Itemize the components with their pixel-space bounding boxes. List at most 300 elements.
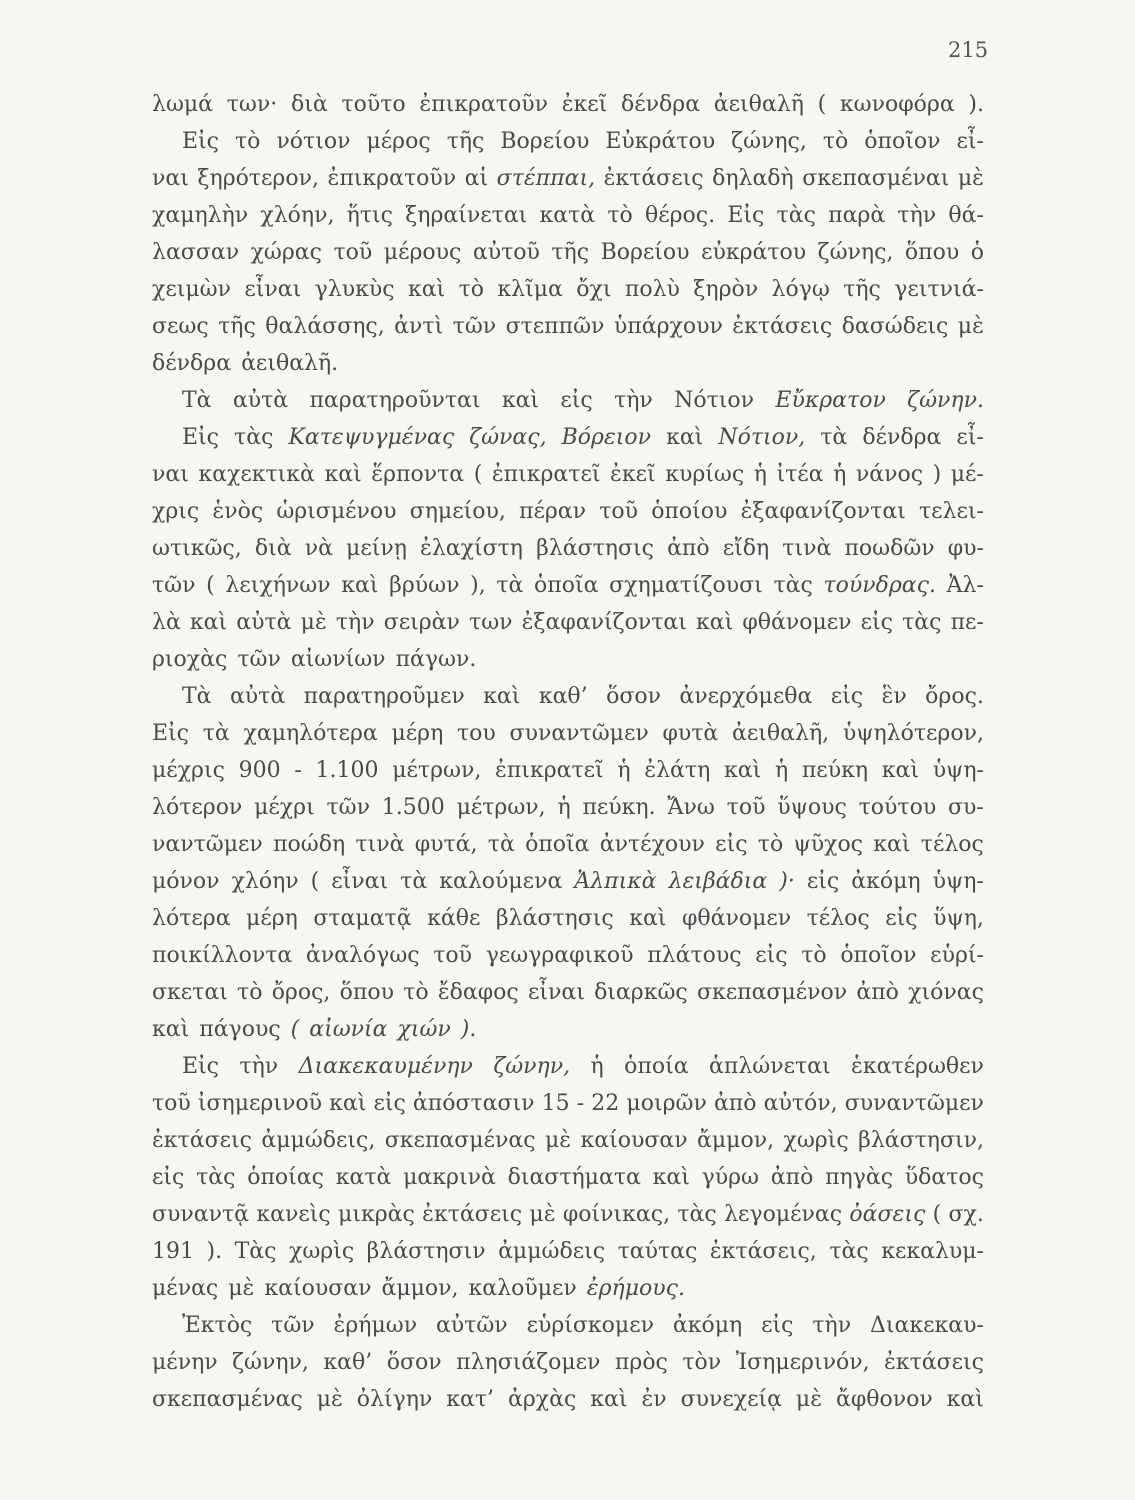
word: ἄφθονον bbox=[835, 1387, 933, 1412]
word: διὰ bbox=[290, 92, 328, 117]
word: ἀειθαλῆ. bbox=[241, 351, 339, 376]
word: Ἀλ- bbox=[946, 573, 984, 598]
word: κανεὶς bbox=[256, 1202, 331, 1227]
word: ἐξαφανίζονται bbox=[521, 610, 687, 635]
word: καὶ bbox=[695, 610, 734, 635]
word: καὶ bbox=[341, 573, 379, 598]
word: ἀναλόγως bbox=[305, 943, 420, 968]
word: ). bbox=[968, 92, 984, 117]
text-line bbox=[152, 1270, 984, 1307]
word: λεγομένας bbox=[724, 1202, 843, 1227]
word: 191 bbox=[152, 1239, 194, 1264]
word: χαμηλὴν bbox=[152, 203, 249, 228]
word: Νότιον, bbox=[718, 425, 806, 450]
text-line bbox=[152, 604, 984, 641]
word: ὁποῖα bbox=[525, 832, 590, 857]
word: Εἰς bbox=[727, 203, 765, 228]
word: ἡ bbox=[557, 795, 571, 820]
word: ἡ bbox=[590, 1054, 604, 1079]
word: ναι bbox=[152, 462, 189, 487]
text-line bbox=[152, 345, 984, 382]
word: Τὰ bbox=[182, 684, 212, 709]
word: τῶν bbox=[152, 573, 196, 598]
word: πάγους bbox=[199, 1017, 281, 1042]
word: χαμηλότερα bbox=[243, 721, 378, 746]
word: κάθε bbox=[427, 906, 481, 931]
text-line bbox=[152, 1085, 984, 1122]
word: μέχρις bbox=[152, 758, 225, 783]
word: τὰς bbox=[776, 203, 816, 228]
word: ἀμμώδεις bbox=[498, 1239, 606, 1264]
text-line bbox=[152, 197, 984, 234]
word: μόνον bbox=[152, 869, 220, 894]
word: ὕδατος bbox=[904, 1165, 984, 1190]
word: ωτικῶς, bbox=[152, 536, 242, 561]
word: 1.500 bbox=[381, 795, 445, 820]
word: εἶναι bbox=[331, 869, 389, 894]
word: ἀντὶ bbox=[394, 314, 444, 339]
word: ἁπλώνεται bbox=[709, 1054, 831, 1079]
word: τὰς bbox=[773, 573, 813, 598]
word: καὶ bbox=[666, 425, 704, 450]
word: αὐτὰ bbox=[236, 610, 292, 635]
word: καὶ bbox=[329, 1091, 367, 1116]
text-line bbox=[152, 1381, 984, 1418]
word: ἐρήμους. bbox=[586, 1276, 685, 1301]
word: 22 bbox=[591, 1091, 620, 1116]
word: συ- bbox=[948, 795, 984, 820]
text-line bbox=[152, 86, 984, 123]
word: ἀντέχουν bbox=[599, 832, 705, 857]
word: των· bbox=[226, 92, 278, 117]
word: ἀκόμη bbox=[851, 869, 921, 894]
word: καὶ bbox=[723, 758, 762, 783]
word: τὰ bbox=[202, 721, 230, 746]
word: καθ’ bbox=[323, 1350, 373, 1375]
word: Ἀλπικὰ bbox=[574, 869, 657, 894]
word: γεωγραφικοῦ bbox=[485, 943, 634, 968]
word: λωμά bbox=[152, 92, 214, 117]
word: ὀλίγην bbox=[356, 1387, 433, 1412]
word: κατὰ bbox=[335, 1165, 392, 1190]
word: ἐκτάσεις bbox=[422, 1202, 523, 1227]
word: πηγὰς bbox=[825, 1165, 894, 1190]
word: Τὰ bbox=[182, 388, 212, 413]
word: ὅπου bbox=[339, 980, 394, 1005]
word: ἥτις bbox=[346, 203, 393, 228]
word: τοῦ bbox=[333, 240, 373, 265]
word: τοῦτο bbox=[341, 92, 406, 117]
word: αἰωνίων bbox=[290, 647, 386, 672]
word: ὑψη- bbox=[932, 758, 984, 783]
word: αἰωνία bbox=[309, 1017, 388, 1042]
word: τὴν bbox=[614, 388, 653, 413]
text-line bbox=[152, 160, 984, 197]
word: χλόην bbox=[231, 869, 299, 894]
word: ), bbox=[470, 573, 486, 598]
word: τῆς bbox=[551, 240, 590, 265]
word: )· bbox=[779, 869, 795, 894]
word: αὐτόν, bbox=[763, 1091, 838, 1116]
word: ἐπικρατεῖ bbox=[491, 462, 601, 487]
word: μέρους bbox=[383, 240, 462, 265]
word: ζώνην, bbox=[232, 1350, 309, 1375]
word: ἀειθαλῆ, bbox=[732, 721, 830, 746]
word: σκεπασμένας bbox=[384, 1128, 536, 1153]
word: λότερον bbox=[152, 795, 243, 820]
word: μένην bbox=[152, 1350, 218, 1375]
word: νάνος bbox=[855, 462, 924, 487]
word: Εὔκρατον bbox=[775, 388, 886, 413]
word: ἀπὸ bbox=[770, 1165, 814, 1190]
word: μὲ bbox=[795, 1387, 823, 1412]
word: τῆς bbox=[446, 129, 485, 154]
word: καὶ bbox=[189, 610, 228, 635]
word: γλυκὺς bbox=[314, 277, 395, 302]
word: μὲ bbox=[544, 1128, 572, 1153]
word: Εὐκράτου bbox=[605, 129, 716, 154]
word: μακρινὰ bbox=[403, 1165, 496, 1190]
word: - bbox=[294, 758, 302, 783]
word: καὶ bbox=[629, 906, 667, 931]
word: ἐκεῖ bbox=[610, 462, 656, 487]
word: ἰσημερινοῦ bbox=[197, 1091, 322, 1116]
word: συναντᾷ bbox=[152, 1202, 250, 1227]
word: τὸ bbox=[822, 129, 849, 154]
word: ). bbox=[206, 1239, 223, 1264]
word: ζώνην, bbox=[493, 1054, 571, 1079]
word: τὸ bbox=[458, 277, 484, 302]
word: μὲ bbox=[529, 1202, 556, 1227]
text-line bbox=[152, 752, 984, 789]
word: τὰς bbox=[196, 1165, 236, 1190]
word: ὕψους bbox=[777, 795, 847, 820]
word: διαρκῶς bbox=[594, 980, 688, 1005]
word: ὕψη, bbox=[933, 906, 984, 931]
word: καχεκτικὰ bbox=[198, 462, 315, 487]
word: αὐτῶν bbox=[435, 1313, 508, 1338]
word: πε- bbox=[950, 610, 984, 635]
word: ἐκτάσεις bbox=[732, 314, 833, 339]
word: γύρω bbox=[701, 1165, 759, 1190]
word: εἰς bbox=[715, 832, 748, 857]
word: ναντῶμεν bbox=[152, 832, 263, 857]
text-line bbox=[152, 1196, 984, 1233]
word: παρατηροῦμεν bbox=[303, 684, 465, 709]
text-line bbox=[152, 1307, 984, 1344]
text-line bbox=[152, 308, 984, 345]
word: καὶ bbox=[881, 758, 919, 783]
word: ἐλαχίστη bbox=[420, 536, 523, 561]
word: λειβάδια bbox=[668, 869, 768, 894]
word: αὐτὰ bbox=[229, 684, 286, 709]
word: σεως bbox=[152, 314, 209, 339]
word: σκεπασμέναι bbox=[802, 166, 950, 191]
word: ἀρχὰς bbox=[507, 1387, 577, 1412]
text-line bbox=[152, 234, 984, 271]
word: ( bbox=[817, 92, 827, 117]
word: διαστήματα bbox=[507, 1165, 641, 1190]
word: τὰ bbox=[820, 425, 848, 450]
word: σειρὰν bbox=[383, 610, 460, 635]
word: Διακεκαυμένην bbox=[298, 1054, 473, 1079]
word: ριοχὰς bbox=[152, 647, 228, 672]
word: εἰς bbox=[755, 943, 788, 968]
word: ἀνερχόμεθα bbox=[679, 684, 813, 709]
word: τὰ bbox=[496, 573, 524, 598]
word: Ἐκτὸς bbox=[182, 1313, 253, 1338]
word: ξηρότερον, bbox=[197, 166, 319, 191]
word: ἐξαφανίζονται bbox=[740, 499, 906, 524]
word: καθ’ bbox=[538, 684, 588, 709]
word: ὁποία bbox=[624, 1054, 689, 1079]
word: ὄρος, bbox=[271, 980, 331, 1005]
word: Βορείου bbox=[600, 240, 690, 265]
word: ἄμμον, bbox=[697, 1128, 775, 1153]
word: του bbox=[457, 721, 496, 746]
word: ἓν bbox=[881, 684, 907, 709]
word: 900 bbox=[238, 758, 281, 783]
word: καὶ bbox=[324, 462, 362, 487]
word: τινὰ bbox=[355, 832, 405, 857]
text-line bbox=[152, 678, 984, 715]
word: καίουσαν bbox=[580, 1128, 688, 1153]
word: συναντῶμεν bbox=[844, 1091, 984, 1116]
word: εἴδη bbox=[722, 536, 770, 561]
word: μέ- bbox=[950, 462, 984, 487]
word: ἡ bbox=[774, 758, 789, 783]
word: πλάτους bbox=[647, 943, 742, 968]
word: παρατηροῦνται bbox=[309, 388, 481, 413]
word: καίουσαν bbox=[264, 1276, 372, 1301]
word: τινὰ bbox=[782, 536, 832, 561]
word: μοιρῶν bbox=[626, 1091, 707, 1116]
word: θά- bbox=[948, 203, 984, 228]
text-line bbox=[152, 1048, 984, 1085]
word: τὰ bbox=[487, 832, 515, 857]
word: τῆς bbox=[218, 314, 256, 339]
word: ξηρὸν bbox=[693, 277, 759, 302]
word: ψῦχος bbox=[793, 832, 864, 857]
word: πεύκη bbox=[801, 758, 869, 783]
word: των bbox=[469, 610, 513, 635]
word: Βόρειον bbox=[561, 425, 652, 450]
word: τὸ bbox=[403, 980, 429, 1005]
word: τοῦ bbox=[726, 795, 766, 820]
word: εἰς bbox=[761, 1313, 794, 1338]
word: κεκαλυμ- bbox=[881, 1239, 984, 1264]
word: ἐκτάσεις bbox=[884, 1350, 984, 1375]
text-line bbox=[152, 974, 984, 1011]
word: Βορείου bbox=[500, 129, 590, 154]
text-line bbox=[152, 567, 984, 604]
word: θέρος. bbox=[644, 203, 716, 228]
word: καὶ bbox=[407, 277, 446, 302]
word: ( bbox=[290, 1017, 300, 1042]
word: κωνοφόρα bbox=[839, 92, 955, 117]
word: τὰς bbox=[677, 1202, 717, 1227]
word: πολὺ bbox=[624, 277, 680, 302]
word: ἐπικρατοῦν bbox=[327, 166, 457, 191]
word: ναι bbox=[152, 166, 189, 191]
word: ὑψηλότερον, bbox=[842, 721, 984, 746]
word: εἰς bbox=[830, 684, 864, 709]
word: εἰς bbox=[885, 906, 918, 931]
word: νὰ bbox=[304, 536, 333, 561]
word: καὶ bbox=[873, 832, 911, 857]
word: τὰς bbox=[902, 610, 942, 635]
word: Νότιον bbox=[674, 388, 755, 413]
word: στέππαι, bbox=[496, 166, 596, 191]
word: ὁποίας bbox=[247, 1165, 324, 1190]
word: πέραν bbox=[519, 499, 587, 524]
word: ἑκατέρωθεν bbox=[851, 1054, 984, 1079]
word: λασσαν bbox=[152, 240, 240, 265]
word: μέτρων, bbox=[456, 795, 546, 820]
word: μέρη bbox=[391, 721, 444, 746]
word: μὲ bbox=[316, 1387, 343, 1412]
word: δένδρα bbox=[621, 92, 701, 117]
text-line bbox=[152, 1159, 984, 1196]
word: κυρίως bbox=[665, 462, 745, 487]
text-line bbox=[152, 271, 984, 308]
word: ) bbox=[932, 462, 942, 487]
word: Τὰς bbox=[234, 1239, 277, 1264]
word: μέχρι bbox=[254, 795, 315, 820]
word: χωρὶς bbox=[783, 1128, 849, 1153]
word: τὸν bbox=[682, 1350, 722, 1375]
word: Εἰς bbox=[182, 129, 220, 154]
word: σημείου, bbox=[409, 499, 506, 524]
word: ὑπάρχουν bbox=[613, 314, 723, 339]
word: τὴν bbox=[239, 1054, 279, 1079]
word: παρὰ bbox=[828, 203, 886, 228]
word: ἐλάτη bbox=[644, 758, 711, 783]
text-line bbox=[152, 863, 984, 900]
word: Ἰσημερινόν, bbox=[735, 1350, 870, 1375]
word: εὐκράτου bbox=[701, 240, 807, 265]
word: ὁποῖον bbox=[840, 943, 917, 968]
word: χώρας bbox=[250, 240, 322, 265]
word: χιών bbox=[397, 1017, 451, 1042]
word: ἀπὸ bbox=[856, 980, 899, 1005]
word: καὶ bbox=[152, 1017, 190, 1042]
text-line bbox=[152, 641, 984, 678]
word: μὲ bbox=[228, 1276, 255, 1301]
word: Εἰς bbox=[182, 1054, 220, 1079]
word: λόγῳ bbox=[771, 277, 830, 302]
word: ὡρισμένου bbox=[276, 499, 397, 524]
word: εἰς bbox=[373, 1091, 406, 1116]
text-line bbox=[152, 456, 984, 493]
word: τῶν bbox=[237, 647, 281, 672]
word: χλόην, bbox=[260, 203, 335, 228]
word: θαλάσσης, bbox=[265, 314, 385, 339]
word: 15 bbox=[541, 1091, 570, 1116]
word: ἀειθαλῆ bbox=[713, 92, 804, 117]
word: τὸ bbox=[607, 203, 633, 228]
word: σχ. bbox=[948, 1202, 984, 1227]
word: Εἰς bbox=[182, 425, 220, 450]
word: ( bbox=[932, 1202, 942, 1227]
text-line bbox=[152, 419, 984, 456]
word: ἡ bbox=[617, 758, 631, 783]
word: ἐν bbox=[641, 1387, 667, 1412]
word: εὑρί- bbox=[930, 943, 984, 968]
text-line bbox=[152, 123, 984, 160]
word: ἡ bbox=[833, 462, 847, 487]
word: ποώδη bbox=[273, 832, 346, 857]
text-line bbox=[152, 789, 984, 826]
body-text bbox=[152, 86, 984, 1418]
word: μὲ bbox=[957, 314, 984, 339]
word: ( bbox=[473, 462, 483, 487]
word: κατὰ bbox=[539, 203, 596, 228]
word: εἶ- bbox=[956, 129, 984, 154]
word: ζώνης, bbox=[731, 129, 807, 154]
word: τοῦ bbox=[433, 943, 473, 968]
word: ἐρήμων bbox=[333, 1313, 418, 1338]
word: γειτνιά- bbox=[894, 277, 984, 302]
word: ἐκεῖ bbox=[561, 92, 608, 117]
word: φθάνομεν bbox=[742, 610, 852, 635]
word: ( bbox=[206, 573, 215, 598]
word: αὐτοῦ bbox=[472, 240, 540, 265]
word: ( bbox=[310, 869, 320, 894]
word: ἐκτάσεις, bbox=[709, 1239, 817, 1264]
word: ὁποῖον bbox=[864, 129, 941, 154]
word: τούνδρας. bbox=[823, 573, 936, 598]
word: χωρὶς bbox=[288, 1239, 355, 1264]
word: φυτά, bbox=[414, 832, 478, 857]
word: εἰς bbox=[152, 1165, 185, 1190]
word: φθάνομεν bbox=[681, 906, 792, 931]
word: φυτὰ bbox=[662, 721, 719, 746]
word: βλάστησις bbox=[536, 536, 654, 561]
word: κλῖμα bbox=[497, 277, 563, 302]
text-line bbox=[152, 826, 984, 863]
word: τὴν bbox=[812, 1313, 852, 1338]
text-line bbox=[152, 382, 984, 419]
word: πάγων. bbox=[395, 647, 477, 672]
word: καὶ bbox=[501, 388, 540, 413]
word: σκεται bbox=[152, 980, 228, 1005]
word: τῶν bbox=[326, 795, 370, 820]
word: τῆς bbox=[843, 277, 881, 302]
word: ἐπικρατεῖ bbox=[495, 758, 604, 783]
word: ὁποίου bbox=[651, 499, 728, 524]
word: δένδρα bbox=[862, 425, 942, 450]
word: ὑψη- bbox=[932, 869, 984, 894]
word: ἀκόμη bbox=[672, 1313, 743, 1338]
word: ἀπὸ bbox=[713, 1091, 757, 1116]
word: τὰς bbox=[829, 1239, 869, 1264]
word: μὲ bbox=[957, 166, 984, 191]
word: βλάστησις bbox=[495, 906, 614, 931]
word: σκεπασμένον bbox=[696, 980, 848, 1005]
word: ἡ bbox=[753, 462, 767, 487]
word: τούτου bbox=[858, 795, 937, 820]
word: ὄρος. bbox=[925, 684, 984, 709]
word: Εἰς bbox=[152, 721, 190, 746]
text-line bbox=[152, 900, 984, 937]
word: ἕρποντα bbox=[371, 462, 465, 487]
word: Ἄνω bbox=[667, 795, 715, 820]
word: χρις bbox=[152, 499, 200, 524]
word: ὄχι bbox=[576, 277, 612, 302]
word: ποικίλλοντα bbox=[152, 943, 293, 968]
word: σχηματίζουσι bbox=[609, 573, 763, 598]
